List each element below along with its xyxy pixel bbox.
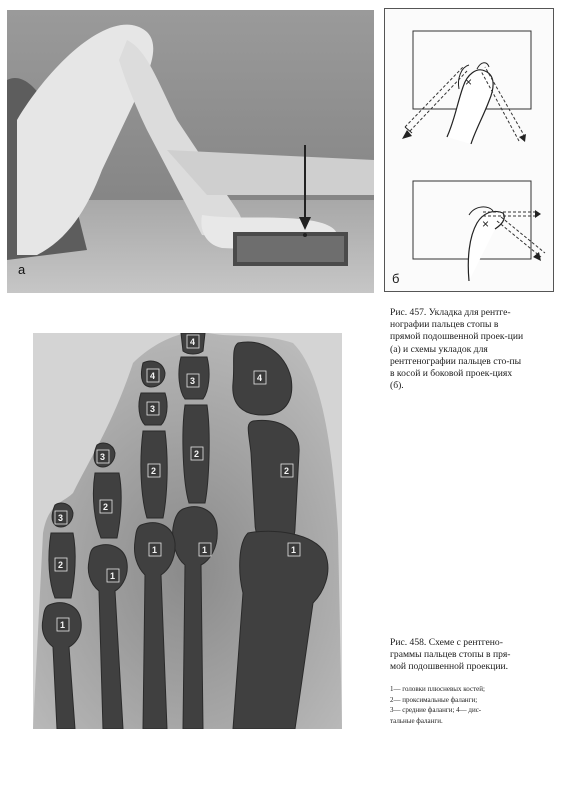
bone-label: 3 [58,513,64,523]
figure-458-caption: Рис. 458. Схеме с рентгено-граммы пальцев стопы в пря-мой подошвенной проекции. [390,637,511,673]
bone-label: 3 [100,452,106,462]
bone-label: 4 [190,337,196,347]
figure-457-caption: Рис. 457. Укладка для рентге-нографии пальцев стопы в прямой подошвенной проек-ции (а) и схемы укладок для рентгенографии пальцев сто-пы в косой и боковой проек-циях (б). [390,307,524,392]
bone-label: 3 [190,376,196,386]
bone-label: 2 [58,560,64,570]
bone-label: 1 [152,545,158,555]
svg-text:×: × [465,75,473,89]
legend-line: 2— проксимальные фаланги; [390,695,478,704]
figure-457a-photo [7,10,374,293]
panel-b-label: б [392,271,400,286]
legend-line: 1— головки плюсневых костей; [390,685,485,693]
bone-label: 2 [151,466,157,476]
bone-label: 3 [150,404,156,414]
bone-label: 1 [291,545,297,555]
bone-label: 2 [284,466,290,476]
bone-label: 1 [60,620,66,630]
panel-a-label: а [18,262,26,277]
figure-457b-schemes [384,8,554,292]
svg-text:×: × [482,217,490,231]
bone-label: 2 [194,449,200,459]
bone-label: 4 [257,373,263,383]
bone-label: 1 [202,545,208,555]
legend-line: тальные фаланги. [390,716,443,725]
bone-label: 1 [110,571,116,581]
bone-label: 4 [150,371,156,381]
figure-458-legend [390,684,530,726]
bone-label: 2 [103,502,109,512]
legend-line: 3— средние фаланги; 4— дис- [390,706,482,715]
figure-458-xray [33,333,342,729]
